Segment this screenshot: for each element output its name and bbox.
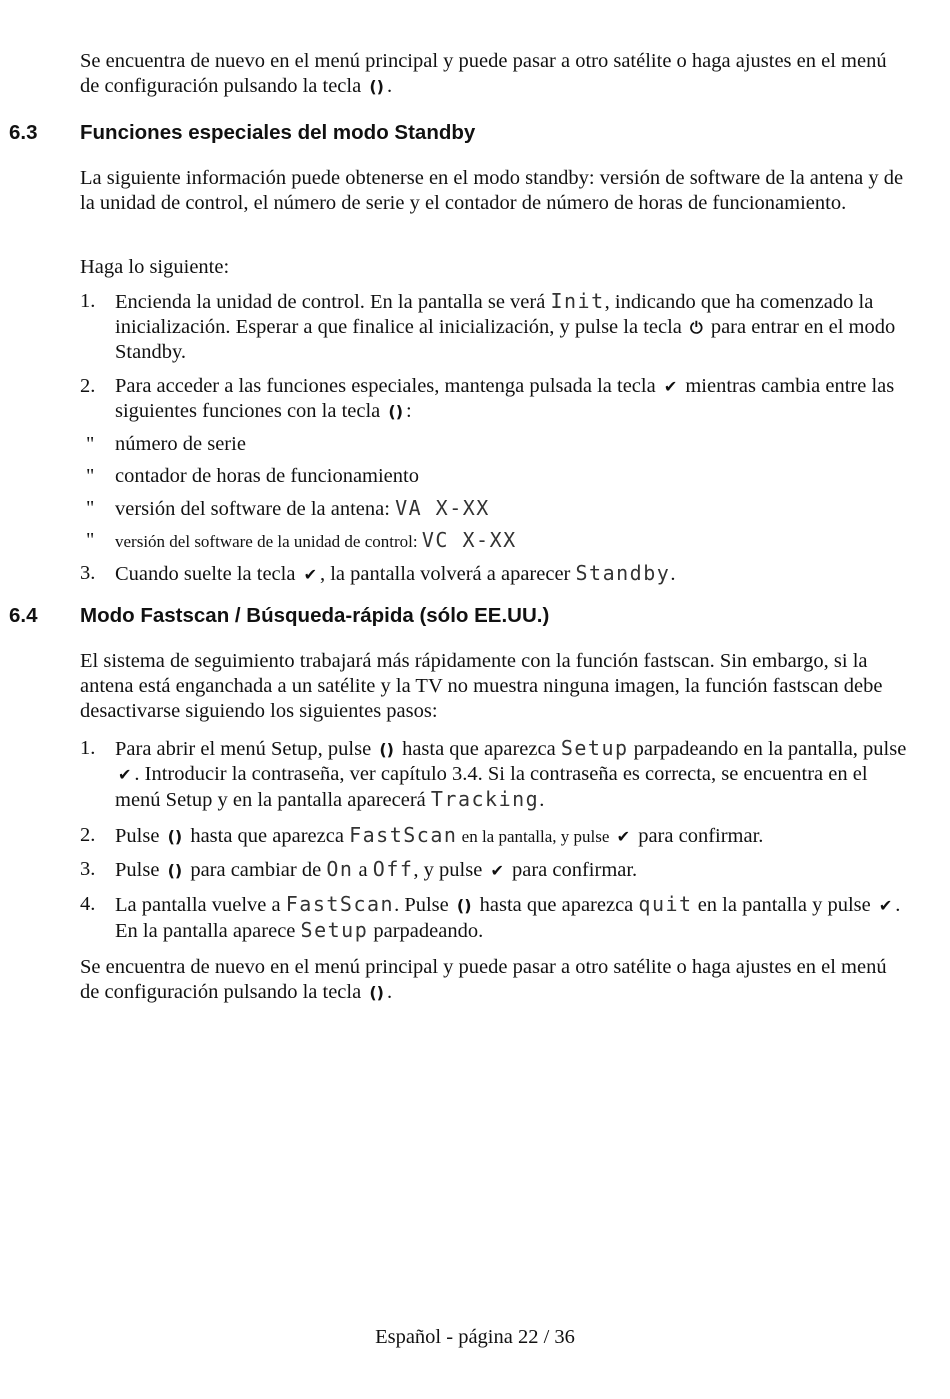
- bullet-item: " versión del software de la unidad de control: VC X-XX: [86, 528, 517, 552]
- fastscan-info-paragraph: El sistema de seguimiento trabajará más rápidamente con la función fastscan. Sin embargo, si la antena está enganchada a un satélite y la TV no muestra ninguna imagen, la función fastscan debe desactivarse siguiendo los siguientes pasos:: [80, 650, 883, 722]
- standby-info-paragraph: La siguiente información puede obtenerse en el modo standby: versión de software de la antena y de la unidad de control, el número de serie y el contador de número de horas de funcionamiento.: [80, 167, 904, 214]
- section-heading-6-3: 6.3 Funciones especiales del modo Standby: [9, 121, 476, 144]
- check-icon: ✔: [118, 765, 132, 784]
- arrows-icon: (): [388, 402, 404, 421]
- check-icon: ✔: [878, 896, 893, 915]
- outro-paragraph: Se encuentra de nuevo en el menú principal y puede pasar a otro satélite o haga ajustes en el menú de configuración pulsando la tecla () .: [80, 956, 887, 1003]
- arrows-icon: (): [167, 861, 183, 880]
- lcd-text: VC X-XX: [421, 528, 517, 552]
- bullet-item: " versión del software de la antena: VA X-XX: [86, 496, 490, 520]
- intro-paragraph: Se encuentra de nuevo en el menú principal y puede pasar a otro satélite o haga ajustes en el menú de configuración pulsando la tecla () .: [80, 50, 887, 97]
- lcd-text: quit: [638, 892, 693, 916]
- lcd-text: Off: [372, 857, 414, 881]
- lcd-text: Init: [550, 289, 605, 313]
- check-icon: ✔: [303, 565, 317, 584]
- arrows-icon: (): [167, 827, 183, 846]
- list-item: 1. Encienda la unidad de control. En la pantalla se verá Init, indicando que ha comenzado la inicialización. Esperar a que finalice al inicialización, y pulse la tecla ⏻ para entrar en el modo Standby.: [80, 289, 896, 363]
- list-item: 2. Pulse () hasta que aparezca FastScan en la pantalla, y pulse ✔ para confirmar.: [80, 823, 764, 847]
- list-item: 3. Cuando suelte la tecla ✔ , la pantalla volverá a aparecer Standby.: [80, 561, 676, 585]
- instructions-lead: Haga lo siguiente:: [80, 256, 230, 278]
- list-item: 2. Para acceder a las funciones especiales, mantenga pulsada la tecla ✔ mientras cambia entre las siguientes funciones con la tecla () :: [80, 375, 895, 422]
- bullet-item: " número de serie: [86, 433, 246, 455]
- lcd-text: Tracking: [430, 787, 540, 811]
- section-heading-6-4: 6.4 Modo Fastscan / Búsqueda-rápida (sólo EE.UU.): [9, 604, 550, 627]
- check-icon: ✔: [663, 377, 678, 396]
- lcd-text: FastScan: [285, 892, 395, 916]
- arrows-icon: (): [379, 740, 394, 759]
- lcd-text: FastScan: [349, 823, 458, 847]
- check-icon: ✔: [616, 827, 631, 846]
- check-icon: ✔: [490, 861, 504, 880]
- arrows-icon: (): [369, 77, 384, 96]
- power-icon: ⏻: [690, 318, 703, 337]
- arrows-icon: (): [369, 983, 384, 1002]
- lcd-text: Setup: [560, 736, 629, 760]
- list-item: 4. La pantalla vuelve a FastScan. Pulse () hasta que aparezca quit en la pantalla y pulse ✔ . En la pantalla aparece Setup parpadeando.: [80, 892, 901, 942]
- lcd-text: Standby: [575, 561, 671, 585]
- arrows-icon: (): [456, 896, 472, 915]
- list-item: 1. Para abrir el menú Setup, pulse () hasta que aparezca Setup parpadeando en la pantalla, pulse ✔ . Introducir la contraseña, ver capítulo 3.4. Si la contraseña es correcta, se encuentra en el menú Setup y en la pantalla aparecerá Tracking.: [80, 736, 907, 811]
- lcd-text: VA X-XX: [395, 496, 490, 520]
- page-footer: Español - página 22 / 36: [375, 1326, 575, 1348]
- lcd-text: On: [326, 857, 354, 881]
- lcd-text: Setup: [300, 918, 369, 942]
- list-item: 3. Pulse () para cambiar de On a Off, y pulse ✔ para confirmar.: [80, 857, 638, 881]
- bullet-item: " contador de horas de funcionamiento: [86, 465, 419, 487]
